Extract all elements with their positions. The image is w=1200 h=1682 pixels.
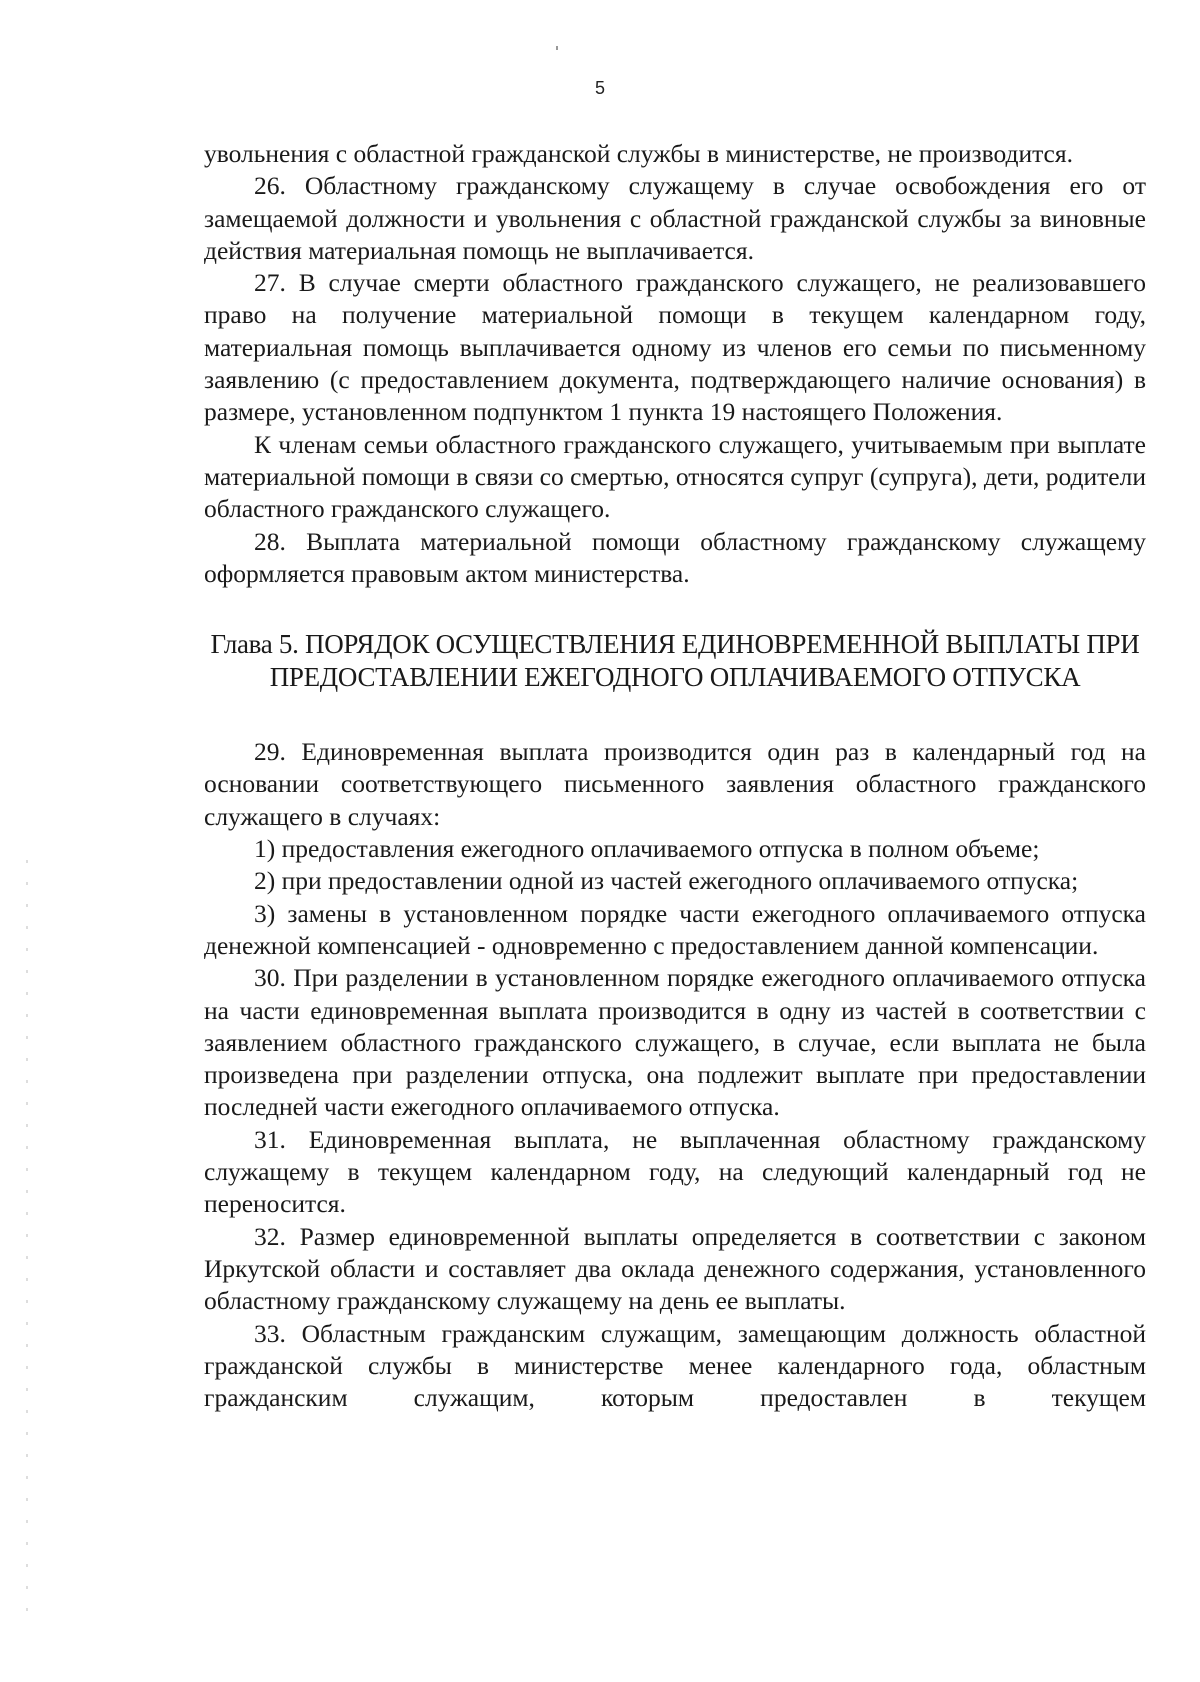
- chapter-title: Глава 5. ПОРЯДОК ОСУЩЕСТВЛЕНИЯ ЕДИНОВРЕМЕННОЙ ВЫПЛАТЫ ПРИ ПРЕДОСТАВЛЕНИИ ЕЖЕГОДНОГО ОПЛАЧИВАЕМОГО ОТПУСКА: [210, 629, 1140, 693]
- paragraph-27: 27. В случае смерти областного гражданского служащего, не реализовавшего право на получение материальной помощи в текущем календарном году, материальная помощь выплачивается одному из членов его семьи по письменному заявлению (с предоставлением документа, подтверждающего наличие основания) в размере, установленном подпунктом 1 пункта 19 настоящего Положения.: [204, 268, 1146, 427]
- paragraph-29-item-3: 3) замены в установленном порядке части ежегодного оплачиваемого отпуска денежной компенсацией - одновременно с предоставлением данной компенсации.: [204, 898, 1146, 960]
- paragraph-27-family: К членам семьи областного гражданского служащего, учитываемым при выплате материальной помощи в связи со смертью, относятся супруг (супруга), дети, родители областного гражданского служащего.: [204, 429, 1146, 524]
- paragraph-29-item-1: 1) предоставления ежегодного оплачиваемого отпуска в полном объеме;: [254, 834, 1040, 864]
- paragraph-28: 28. Выплата материальной помощи областному гражданскому служащему оформляется правовым актом министерства.: [204, 526, 1146, 588]
- document-body: [204, 138, 1146, 1414]
- paragraph-26: 26. Областному гражданскому служащему в случае освобождения его от замещаемой должности и увольнения с областной гражданской службы за виновные действия материальная помощь не выплачивается.: [204, 171, 1146, 265]
- paragraph-30: 30. При разделении в установленном порядке ежегодного оплачиваемого отпуска на части единовременная выплата производится в одну из частей в соответствии с заявлением областного гражданского служащего, в случае, если выплата не была произведена при разделении отпуска, она подлежит выплате при предоставлении последней части ежегодного оплачиваемого отпуска.: [204, 963, 1146, 1122]
- paragraph-32: 32. Размер единовременной выплаты определяется в соответствии с законом Иркутской области и составляет два оклада денежного содержания, установленного областному гражданскому служащему на день ее выплаты.: [204, 1221, 1146, 1316]
- page-number: 5: [594, 78, 605, 98]
- scan-margin-artifact: [26, 860, 28, 1620]
- paragraph-continuation: увольнения с областной гражданской службы в министерстве, не производится.: [204, 139, 1073, 168]
- scan-artifact: [556, 46, 558, 50]
- paragraph-33: 33. Областным гражданским служащим, замещающим должность областной гражданской службы в министерстве менее календарного года, областным гражданским служащим, которым предоставлен в текущем: [204, 1318, 1146, 1413]
- paragraph-29-item-2: 2) при предоставлении одной из частей ежегодного оплачиваемого отпуска;: [254, 866, 1079, 896]
- paragraph-31: 31. Единовременная выплата, не выплаченная областному гражданскому служащему в текущем календарном году, на следующий календарный год не переносится.: [204, 1124, 1146, 1219]
- paragraph-29: 29. Единовременная выплата производится один раз в календарный год на основании соответствующего письменного заявления областного гражданского служащего в случаях:: [204, 737, 1146, 831]
